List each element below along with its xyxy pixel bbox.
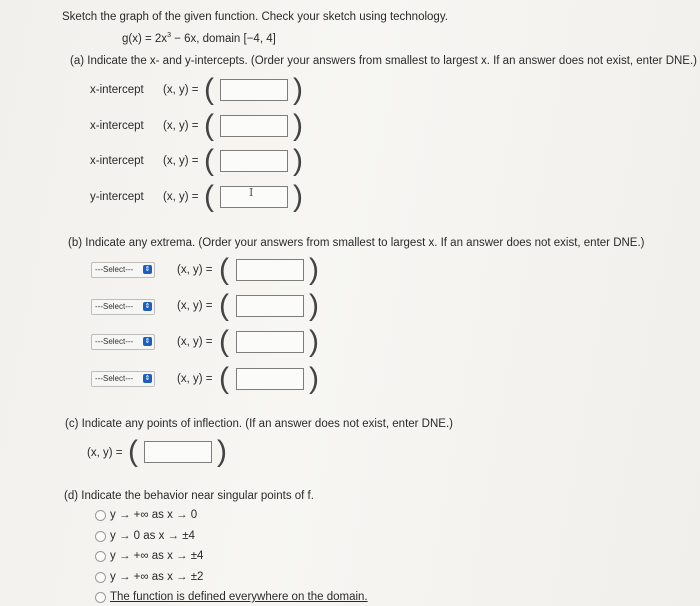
xy-label: (x, y) = bbox=[163, 191, 199, 203]
xy-label: (x, y) = bbox=[177, 264, 213, 276]
select-arrow-icon: ⇕ bbox=[144, 338, 151, 345]
xy-label: (x, y) = bbox=[163, 120, 199, 132]
close-paren: ) bbox=[293, 109, 303, 142]
close-paren: ) bbox=[309, 362, 319, 395]
select-label: ---Select--- bbox=[95, 337, 134, 346]
open-paren: ( bbox=[204, 109, 214, 142]
radio-button[interactable] bbox=[95, 592, 106, 603]
extrema-type-select-4[interactable] bbox=[91, 371, 155, 387]
open-paren: ( bbox=[219, 362, 229, 395]
xy-label: (x, y) = bbox=[177, 300, 213, 312]
part-d-prompt: (d) Indicate the behavior near singular points of f. bbox=[64, 490, 314, 502]
open-paren: ( bbox=[219, 325, 229, 358]
open-paren: ( bbox=[128, 435, 138, 468]
extremum-3-input[interactable] bbox=[236, 331, 304, 353]
radio-button[interactable] bbox=[95, 551, 106, 562]
inflection-point-input[interactable] bbox=[144, 441, 212, 463]
option-label[interactable]: y → +∞ as x → 0 bbox=[110, 509, 198, 521]
select-arrow-icon: ⇕ bbox=[144, 266, 151, 273]
extrema-type-select-3[interactable] bbox=[91, 334, 155, 350]
close-paren: ) bbox=[217, 435, 227, 468]
extremum-1-input[interactable] bbox=[236, 259, 304, 281]
xy-label: (x, y) = bbox=[177, 336, 213, 348]
open-paren: ( bbox=[204, 144, 214, 177]
radio-button[interactable] bbox=[95, 572, 106, 583]
intercept-label: x-intercept bbox=[90, 120, 144, 132]
text-cursor-icon: I bbox=[249, 186, 254, 199]
close-paren: ) bbox=[309, 289, 319, 322]
part-c-prompt: (c) Indicate any points of inflection. (If an answer does not exist, enter DNE.) bbox=[65, 418, 453, 430]
extremum-2-input[interactable] bbox=[236, 295, 304, 317]
open-paren: ( bbox=[219, 289, 229, 322]
close-paren: ) bbox=[293, 144, 303, 177]
xy-label: (x, y) = bbox=[87, 447, 123, 459]
xy-label: (x, y) = bbox=[177, 373, 213, 385]
xy-label: (x, y) = bbox=[163, 155, 199, 167]
extrema-type-select-2[interactable] bbox=[91, 299, 155, 315]
option-label[interactable]: The function is defined everywhere on the domain. bbox=[110, 591, 368, 603]
radio-button[interactable] bbox=[95, 531, 106, 542]
option-label[interactable]: y → +∞ as x → ±2 bbox=[110, 571, 204, 583]
close-paren: ) bbox=[293, 73, 303, 106]
intercept-label: x-intercept bbox=[90, 84, 144, 96]
option-label[interactable]: y → 0 as x → ±4 bbox=[110, 530, 195, 542]
close-paren: ) bbox=[309, 253, 319, 286]
x-intercept-1-input[interactable] bbox=[220, 79, 288, 101]
x-intercept-3-input[interactable] bbox=[220, 150, 288, 172]
option-label[interactable]: y → +∞ as x → ±4 bbox=[110, 550, 204, 562]
select-label: ---Select--- bbox=[95, 374, 134, 383]
select-arrow-icon: ⇕ bbox=[144, 375, 151, 382]
part-b-prompt: (b) Indicate any extrema. (Order your answers from smallest to largest x. If an answer does not exist, enter DNE.) bbox=[68, 237, 645, 249]
open-paren: ( bbox=[219, 253, 229, 286]
select-label: ---Select--- bbox=[95, 302, 134, 311]
intercept-label: x-intercept bbox=[90, 155, 144, 167]
select-arrow-icon: ⇕ bbox=[144, 303, 151, 310]
close-paren: ) bbox=[293, 180, 303, 213]
function-definition: $g(x) = 2x^3 - 6x$, domain [−4, 4] bbox=[122, 32, 276, 45]
xy-label: (x, y) = bbox=[163, 84, 199, 96]
close-paren: ) bbox=[309, 325, 319, 358]
open-paren: ( bbox=[204, 180, 214, 213]
y-intercept-input[interactable] bbox=[220, 186, 288, 208]
radio-button[interactable] bbox=[95, 510, 106, 521]
instruction-text: Sketch the graph of the given function. Check your sketch using technology. bbox=[62, 11, 448, 23]
x-intercept-2-input[interactable] bbox=[220, 115, 288, 137]
open-paren: ( bbox=[204, 73, 214, 106]
extrema-type-select-1[interactable] bbox=[91, 262, 155, 278]
extremum-4-input[interactable] bbox=[236, 368, 304, 390]
select-label: ---Select--- bbox=[95, 265, 134, 274]
part-a-prompt: (a) Indicate the x- and y-intercepts. (Order your answers from smallest to largest x. If an answer does not exist, enter DNE.) bbox=[70, 55, 697, 67]
intercept-label: y-intercept bbox=[90, 191, 144, 203]
